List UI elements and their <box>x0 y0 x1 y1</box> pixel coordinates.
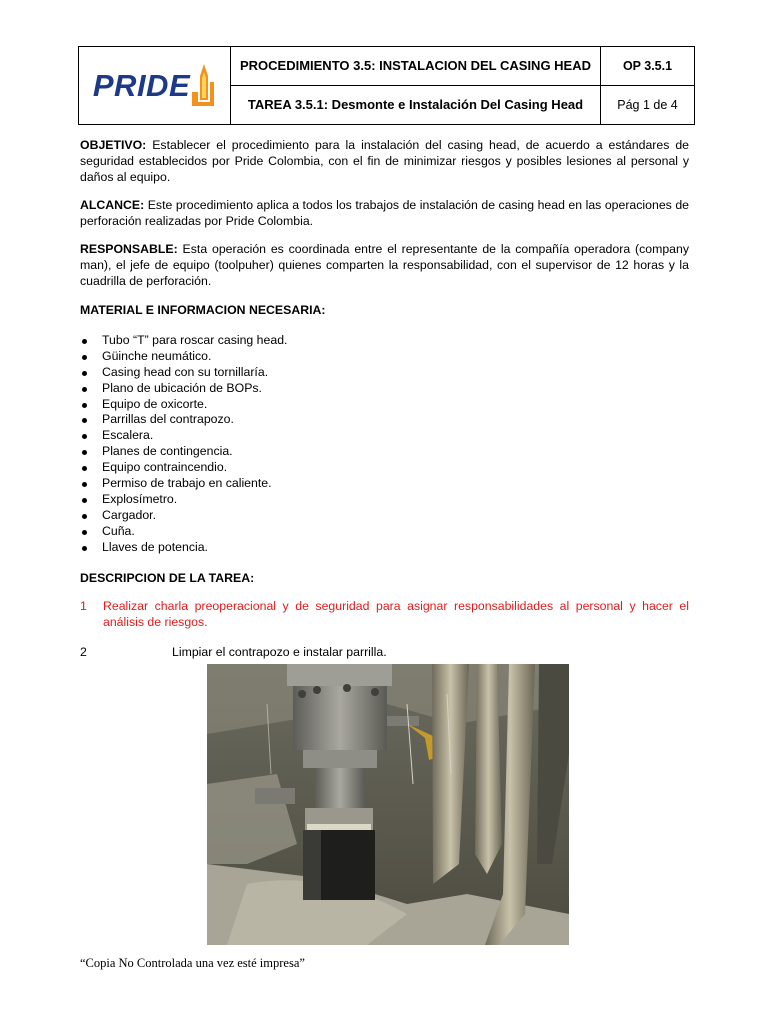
list-item: Casing head con su tornillaría. <box>80 365 689 381</box>
list-item: Planes de contingencia. <box>80 444 689 460</box>
alcance-text: Este procedimiento aplica a todos los trabajos de instalación de casing head en las operaciones de perforación realizadas por Pride Colombia. <box>80 198 689 228</box>
list-item: Güinche neumático. <box>80 349 689 365</box>
logo-flame-icon <box>190 62 216 110</box>
material-heading: MATERIAL E INFORMACION NECESARIA: <box>80 303 326 317</box>
list-item: Equipo de oxicorte. <box>80 397 689 413</box>
step-text: Realizar charla preoperacional y de seguridad para asignar responsabilidades al personal y hacer el análisis de riesgos. <box>103 599 689 629</box>
objetivo-text: Establecer el procedimiento para la instalación del casing head, de acuerdo a estándares de seguridad establecidos por Pride Colombia, con el fin de minimizar riesgos y posibles lesiones al personal y daños al equipo. <box>80 138 689 184</box>
list-item: Cuña. <box>80 524 689 540</box>
logo-cell <box>79 47 231 125</box>
footer-note: “Copia No Controlada una vez esté impresa” <box>80 956 305 970</box>
list-item: Tubo “T” para roscar casing head. <box>80 333 689 349</box>
procedure-code: OP 3.5.1 <box>601 47 695 86</box>
task-title: TAREA 3.5.1: Desmonte e Instalación Del Casing Head <box>231 86 601 125</box>
logo-text: PRIDE <box>92 67 191 103</box>
objetivo-label: OBJETIVO: <box>80 138 147 152</box>
list-item: Escalera. <box>80 428 689 444</box>
list-item: Explosímetro. <box>80 492 689 508</box>
step-2 <box>80 644 689 660</box>
document-header <box>78 46 695 125</box>
descripcion-heading: DESCRIPCION DE LA TAREA: <box>80 571 255 585</box>
step-number: 2 <box>80 645 87 659</box>
list-item: Equipo contraincendio. <box>80 460 689 476</box>
list-item: Parrillas del contrapozo. <box>80 412 689 428</box>
alcance-label: ALCANCE: <box>80 198 145 212</box>
responsable-text: Esta operación es coordinada entre el representante de la compañía operadora (company man), el jefe de equipo (toolpuher) quienes comparten la responsabilidad, con el supervisor de 12 horas y la cuadrilla de perforación. <box>80 242 689 288</box>
list-item: Llaves de potencia. <box>80 540 689 556</box>
step-number: 1 <box>80 599 87 613</box>
list-item: Permiso de trabajo en caliente. <box>80 476 689 492</box>
materials-list <box>80 333 689 555</box>
responsable-label: RESPONSABLE: <box>80 242 178 256</box>
responsable-paragraph <box>80 241 689 289</box>
list-item: Cargador. <box>80 508 689 524</box>
pride-logo <box>79 62 230 110</box>
page-info: Pág 1 de 4 <box>601 86 695 125</box>
step-text: Limpiar el contrapozo e instalar parrilla. <box>172 645 387 659</box>
casing-head-photo <box>207 664 569 945</box>
materials-list-wrap <box>80 333 689 555</box>
objetivo-paragraph <box>80 137 689 185</box>
list-item: Plano de ubicación de BOPs. <box>80 381 689 397</box>
procedure-title: PROCEDIMIENTO 3.5: INSTALACION DEL CASING HEAD <box>231 47 601 86</box>
alcance-paragraph <box>80 197 689 229</box>
step-1 <box>80 598 689 630</box>
